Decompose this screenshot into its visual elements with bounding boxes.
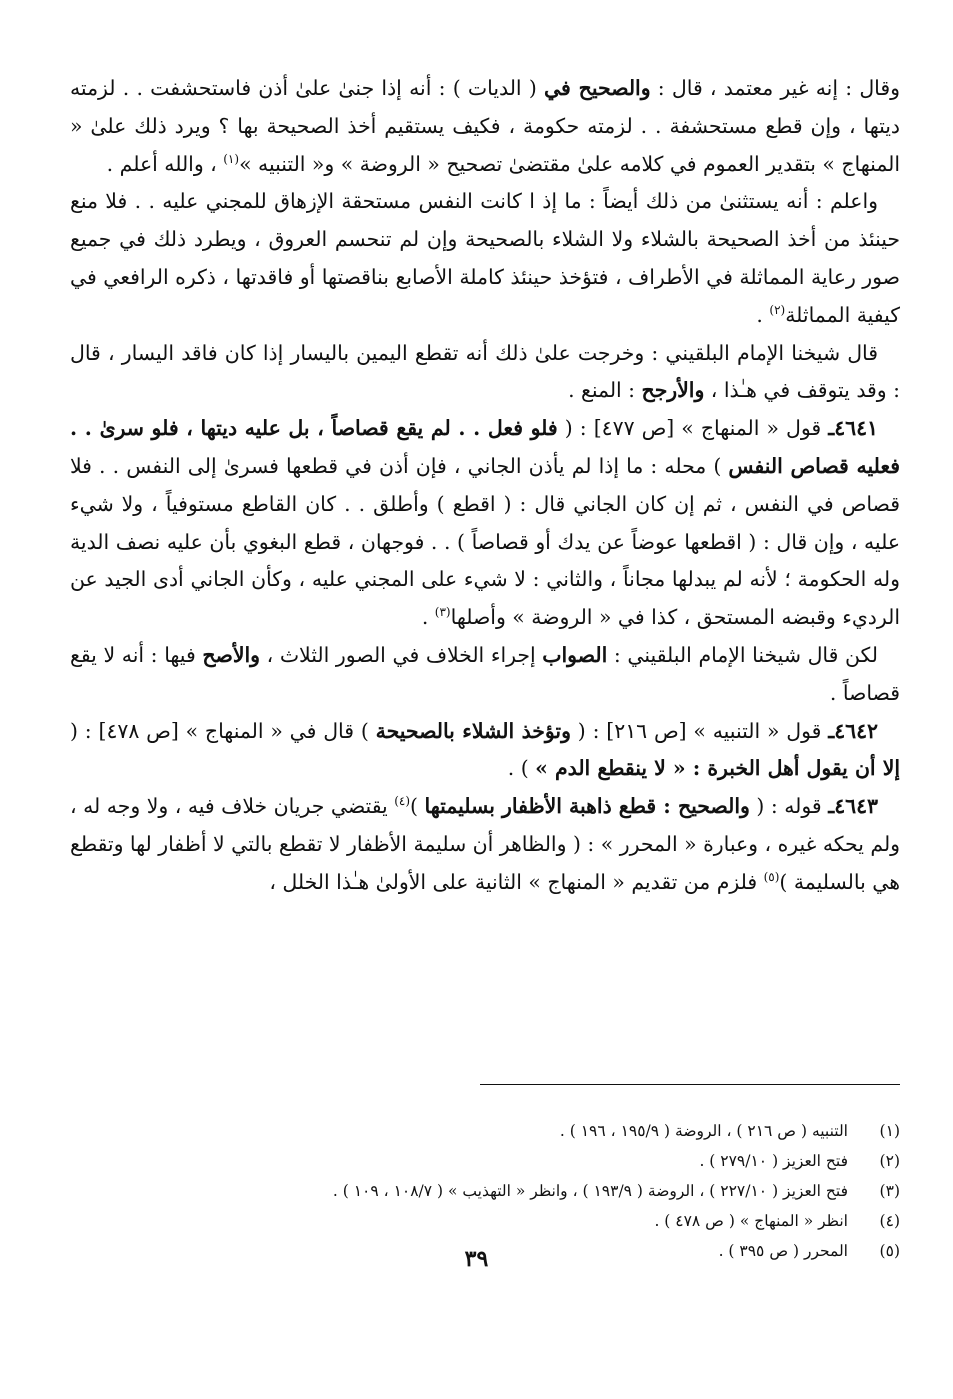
text-run: قوله : ( — [749, 794, 829, 819]
text-run: قول « المنهاج » [ص ٤٧٧] : ( — [557, 416, 829, 441]
paragraph — [70, 410, 900, 637]
text-run: . — [421, 605, 435, 630]
paragraph — [70, 335, 900, 411]
footnote-text: فتح العزيز ( ٢٧٩/١٠ ) . — [699, 1152, 848, 1170]
paragraph — [70, 70, 900, 183]
page-number: ٣٩ — [464, 1246, 489, 1272]
footnote-separator — [480, 1084, 900, 1085]
text-run: إجراء الخلاف في الصور الثلاث ، — [259, 642, 543, 667]
footnote-text: انظر « المنهاج » ( ص ٤٧٨ ) . — [654, 1212, 848, 1230]
text-run: قال شيخنا الإمام البلقيني : وخرجت علىٰ ذلك أنه تقطع اليمين باليسار إذا كان فاقد اليسار ، قال : وقد يتوقف في هـٰذا ، — [70, 340, 900, 403]
bold-text: والصحيح في — [544, 76, 651, 100]
bold-text: والأصح — [202, 642, 260, 667]
footnote-marker: (٥) — [763, 869, 780, 884]
text-run: ) قال في « المنهاج » [ص ٤٧٨] : ( — [70, 718, 376, 743]
paragraph — [70, 713, 900, 789]
text-run: . — [756, 302, 770, 327]
footnote — [70, 1206, 900, 1236]
text-run: وقال : إنه غير معتمد ، قال : — [650, 76, 900, 100]
footnote-marker: (٣) — [434, 605, 451, 620]
bold-text: ٤٦٤٣ـ — [828, 794, 878, 819]
text-run: فيها : أنه لا يقع قصاصاً . — [70, 642, 900, 705]
text-run: ) — [410, 794, 425, 819]
bold-text: ٤٦٤٢ـ — [828, 718, 879, 743]
text-run: واعلم : أنه يستثنىٰ من ذلك أيضاً : ما إذ ا كانت النفس مستحقة الإزهاق للمجني عليه . . فلا منع حينئذ من أخذ الصحيحة بالشلاء ولا الشلاء بالصحيحة وإن لم تنحسم العروق ، ويطرد ذلك في جميع صور رعاية المماثلة في الأطراف ، فتؤخذ حينئذ كاملة الأصابع بناقصتها أو فاقدتها ، ذكره الرافعي في كيفية المماثلة — [70, 189, 900, 327]
footnotes — [70, 1116, 900, 1266]
paragraph — [70, 183, 900, 334]
footnote-marker: (٤) — [394, 794, 411, 809]
footnote-number: (٢) — [879, 1152, 900, 1170]
paragraph — [70, 637, 900, 713]
text-run: ) . — [507, 756, 536, 781]
footnote-marker: (٢) — [769, 302, 786, 317]
bold-text: والأرجح — [641, 378, 705, 403]
text-run: ، والله أعلم . — [106, 151, 224, 176]
footnote-marker: (١) — [223, 151, 240, 166]
footnote — [70, 1176, 900, 1206]
bold-text: ٤٦٤١ـ — [828, 416, 878, 441]
text-run: : المنع . — [568, 378, 642, 403]
footnote-number: (١) — [879, 1122, 900, 1140]
footnote-text: المحرر ( ص ٣٩٥ ) . — [718, 1242, 848, 1260]
text-run: ( الديات ) : أنه إذا جنىٰ علىٰ أذن فاستحشفت . . لزمته ديتها ، وإن قطع مستحشفة . . لزمته حكومة ، فكيف يستقيم أخذ الصحيحة بها ؟ ويرد ذلك علىٰ « المنهاج » بتقدير العموم في كلامه علىٰ مقتضىٰ تصحيح « الروضة » و« التنبيه » — [70, 76, 900, 176]
page-body — [70, 70, 900, 1260]
footnote — [70, 1116, 900, 1146]
bold-text: الصواب — [542, 642, 608, 667]
main-text — [70, 70, 900, 902]
text-run: لكن قال شيخنا الإمام البلقيني : — [607, 642, 878, 667]
bold-text: إلا أن يقول أهل الخبرة : « لا ينقطع الدم » — [535, 756, 900, 781]
bold-text: وتؤخذ الشلاء بالصحيحة — [375, 718, 571, 743]
bold-text: فلو فعل . . لم يقع قصاصاً ، بل عليه ديتها ، فلو سرىٰ . . فعليه قصاص النفس — [70, 416, 900, 478]
footnote-text: التنبيه ( ص ٢١٦ ) ، الروضة ( ١٩٥/٩ ، ١٩٦ ) . — [559, 1122, 848, 1140]
bold-text: والصحيح : قطع ذاهبة الأظفار بسليمتها — [424, 794, 750, 819]
paragraph — [70, 788, 900, 901]
text-run: قول « التنبيه » [ص ٢١٦] : ( — [570, 718, 829, 743]
footnote-text: فتح العزيز ( ٢٢٧/١٠ ) ، الروضة ( ١٩٣/٩ ) ، وانظر « التهذيب » ( ١٠٨/٧ ، ١٠٩ ) . — [332, 1182, 848, 1200]
footnote — [70, 1146, 900, 1176]
footnote-number: (٥) — [879, 1242, 900, 1260]
footnote-number: (٤) — [879, 1212, 900, 1230]
text-run: فلزم من تقديم « المنهاج » الثانية على الأولىٰ هـٰذا الخلل ، — [269, 869, 764, 894]
text-run: ) محله : ما إذا لم يأذن الجاني ، فإن أذن في قطعها فسرىٰ إلى النفس . . فلا قصاص في النفس ، ثم إن كان الجاني قال : ( اقطع ) وأطلق . . كان القاطع مستوفياً ، ولا شيء عليه ، وإن قال : ( اقطعها عوضاً عن يدك أو قصاصاً ) . . فوجهان ، قطع البغوي بأن عليه نصف الدية وله الحكومة ؛ لأنه لم يبدلها مجاناً ، والثاني : لا شيء على المجني عليه ، وكأن الجاني أدى الجيد عن الرديء وقبضه المستحق ، كذا في « الروضة » وأصلها — [70, 453, 900, 630]
text-run: يقتضي جريان خلاف فيه ، ولا وجه له ، ولم يحكه غيره ، وعبارة « المحرر » : ( والظاهر أن سليمة الأظفار لا تقطع بالتي لا أظفار لها وتقطع هي بالسليمة ) — [70, 794, 900, 894]
footnote-number: (٣) — [879, 1182, 900, 1200]
